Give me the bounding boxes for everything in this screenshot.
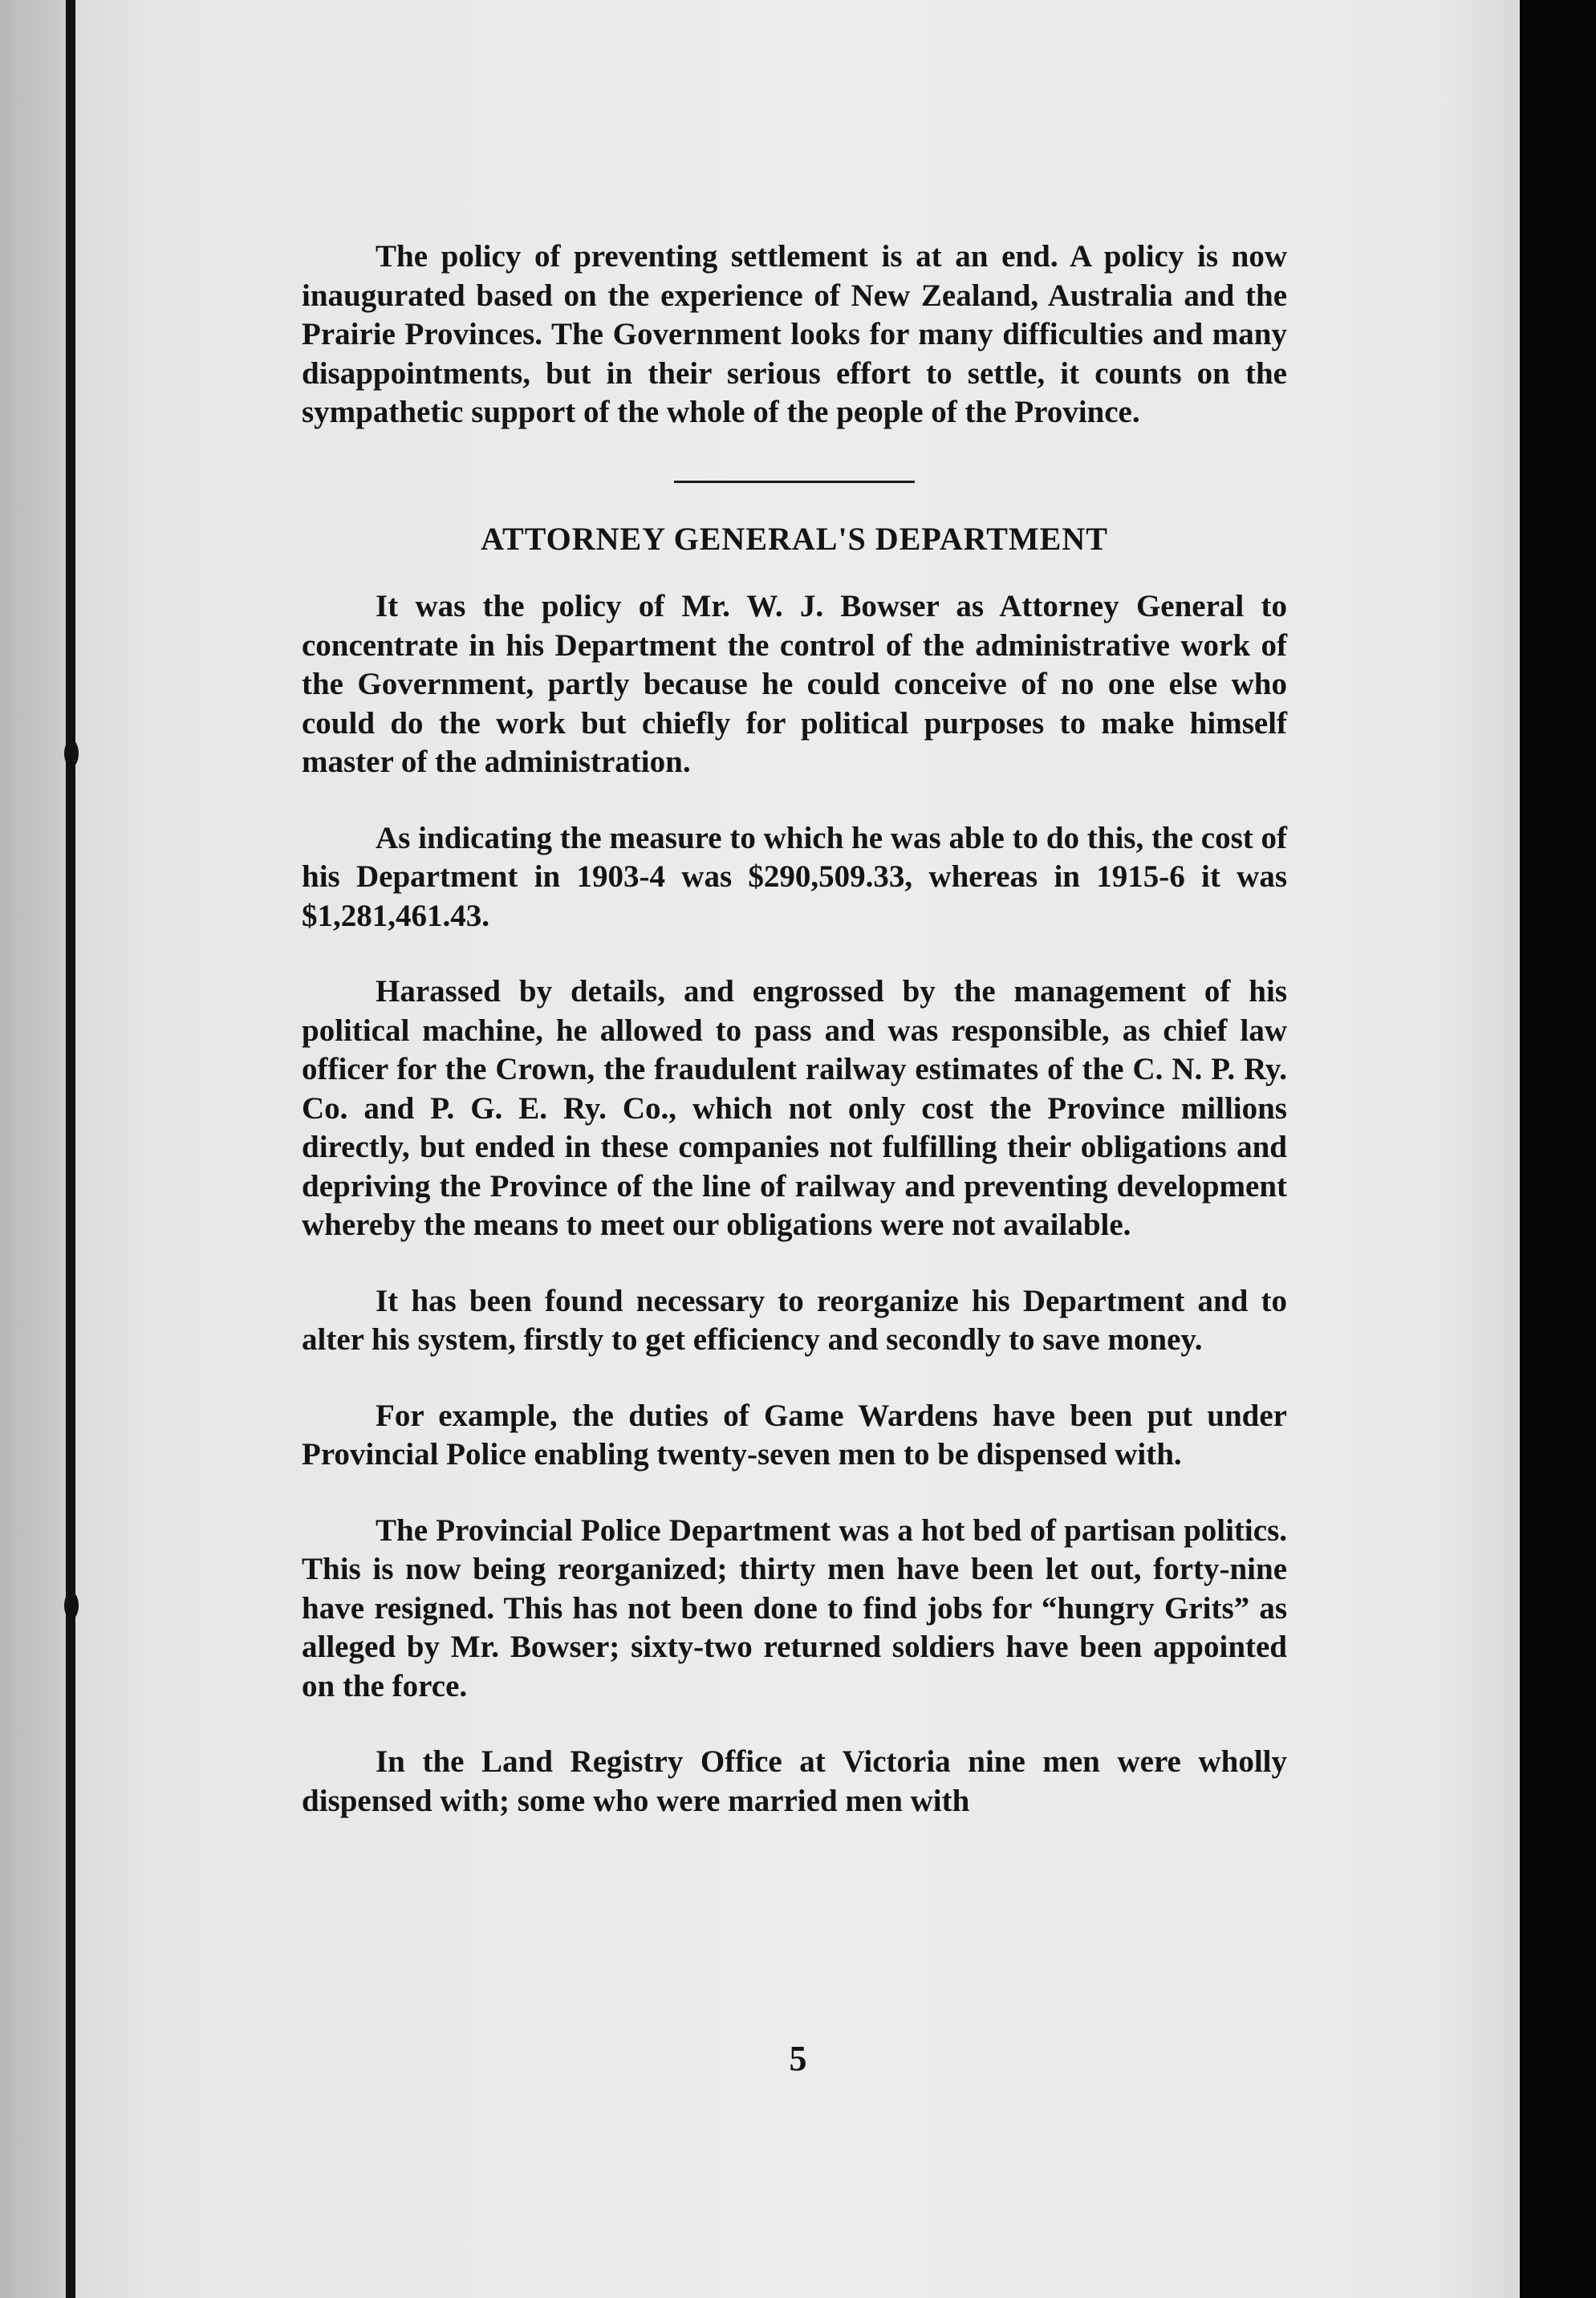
paragraph: In the Land Registry Office at Victoria nine men were wholly dispensed with; some who were married men with bbox=[302, 1744, 1287, 1818]
paragraph: It was the policy of Mr. W. J. Bowser as Attorney General to concentrate in his Department the control of the administrative work of the Government, partly because he could conceive of no one else who could do the work but chiefly for political purposes to make himself master of the administration. bbox=[302, 589, 1287, 779]
section-heading: ATTORNEY GENERAL'S DEPARTMENT bbox=[481, 520, 1108, 557]
page-text bbox=[302, 238, 1287, 1857]
binding-hole bbox=[64, 1592, 79, 1619]
paragraph: For example, the duties of Game Wardens have been put under Provincial Police enabling twenty-seven men to be dispensed with. bbox=[302, 1398, 1287, 1472]
paragraph: As indicating the measure to which he was able to do this, the cost of his Department in 1903-4 was $290,509.33, whereas in 1915-6 it was $1,281,461.43. bbox=[302, 820, 1287, 933]
paragraph: It has been found necessary to reorganize his Department and to alter his system, firstly to get efficiency and secondly to save money. bbox=[302, 1283, 1287, 1357]
binding-hole bbox=[64, 740, 79, 767]
facing-page-edge bbox=[0, 0, 74, 2298]
section-divider bbox=[674, 481, 915, 483]
page-number: 5 bbox=[789, 2039, 807, 2078]
paragraph: Harassed by details, and engrossed by the management of his political machine, he allowed to pass and was responsible, as chief law officer for the Crown, the fraudulent railway estimates of the C. N. P. Ry. Co. and P. G. E. Ry. Co., which not only cost the Province millions directly, but ended in these companies not fulfilling their obligations and depriving the Province of the line of railway and preventing development whereby the means to meet our obligations were not available. bbox=[302, 974, 1287, 1242]
paragraph: The policy of preventing settlement is at an end. A policy is now inaugurated based on the experience of New Zealand, Australia and the Prairie Provinces. The Government looks for many difficulties and many disappointments, but in their serious effort to settle, it counts on the sympathetic support of the whole of the people of the Province. bbox=[302, 239, 1287, 429]
paragraph: The Provincial Police Department was a hot bed of partisan politics. This is now being reorganized; thirty men have been let out, forty-nine have resigned. This has not been done to find jobs for “hungry Grits” as alleged by Mr. Bowser; sixty-two returned soldiers have been appointed on the force. bbox=[302, 1512, 1287, 1703]
scan-background bbox=[1520, 0, 1596, 2298]
book-spine bbox=[66, 0, 75, 2298]
